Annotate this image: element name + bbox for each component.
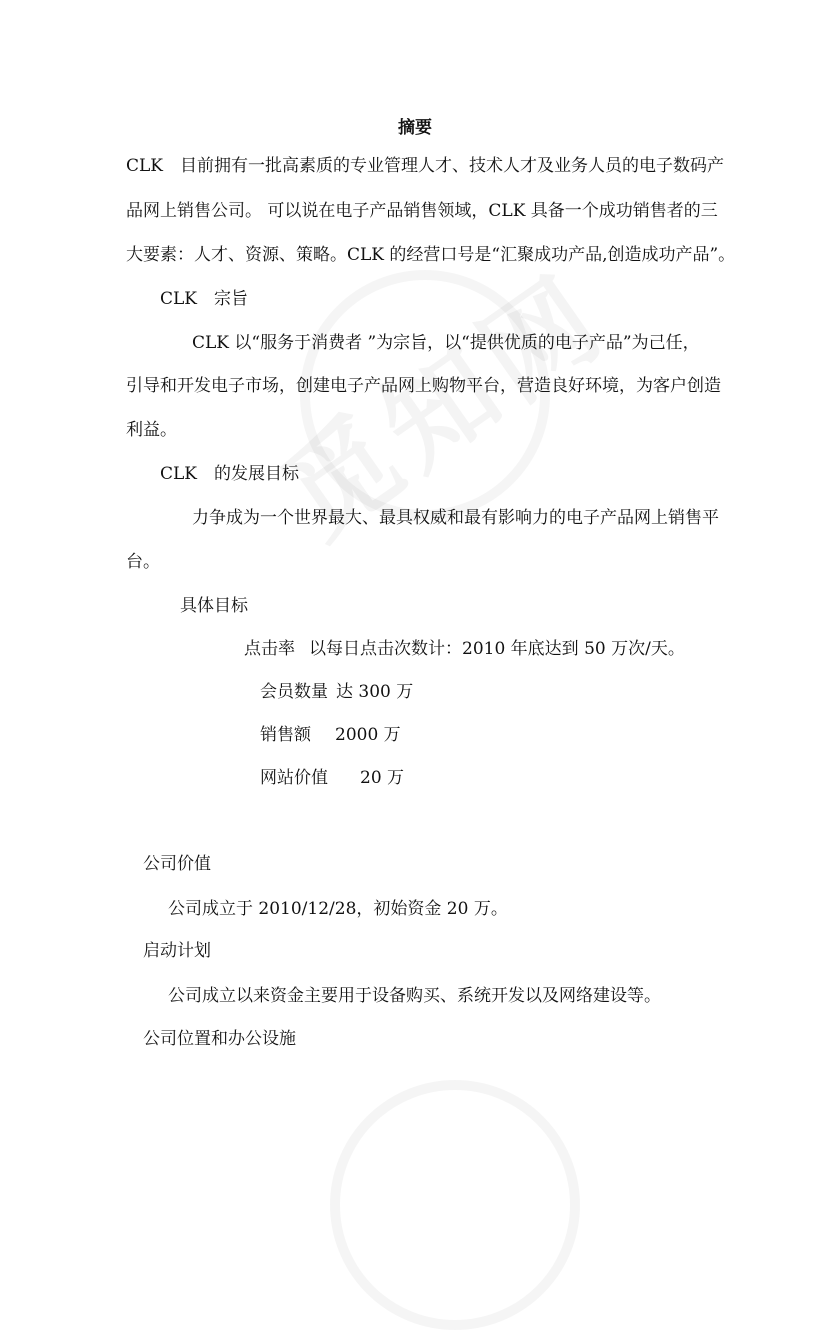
goal-line-2: 台。	[126, 552, 160, 572]
intro-line-3: 大要素：人才、资源、策略。CLK 的经营口号是“汇聚成功产品,创造成功产品”。	[126, 245, 736, 265]
specific-item-value: 达 300 万	[336, 682, 414, 702]
goal-heading: CLK 的发展目标	[160, 464, 299, 484]
intro-line-2: 品网上销售公司。 可以说在电子产品销售领域，CLK 具备一个成功销售者的三	[126, 201, 718, 221]
specific-item-click-rate	[244, 638, 685, 660]
startup-heading: 启动计划	[143, 941, 211, 961]
purpose-line-1: CLK 以“服务于消费者 ”为宗旨，以“提供优质的电子产品”为己任，	[192, 333, 700, 353]
intro-line-1: CLK 目前拥有一批高素质的专业管理人才、技术人才及业务人员的电子数码产	[126, 156, 724, 176]
location-heading: 公司位置和办公设施	[143, 1029, 296, 1049]
page-title: 摘要	[398, 118, 432, 138]
purpose-line-3: 利益。	[126, 420, 177, 440]
specific-item-value: 以每日点击次数计：2010 年底达到 50 万次/天。	[309, 639, 685, 659]
specific-heading: 具体目标	[180, 596, 248, 616]
specific-item-sales	[260, 724, 401, 746]
specific-item-label: 销售额	[260, 725, 311, 745]
company-value-body: 公司成立于 2010/12/28，初始资金 20 万。	[168, 899, 508, 919]
specific-item-value: 2000 万	[335, 725, 401, 745]
purpose-heading: CLK 宗旨	[160, 289, 248, 309]
startup-body: 公司成立以来资金主要用于设备购买、系统开发以及网络建设等。	[168, 986, 661, 1006]
specific-item-label: 点击率	[244, 639, 295, 659]
specific-item-members	[260, 681, 413, 703]
specific-item-site-value	[260, 767, 404, 789]
watermark-circle-bottom	[330, 1080, 580, 1330]
specific-item-label: 网站价值	[260, 768, 328, 788]
purpose-line-2: 引导和开发电子市场，创建电子产品网上购物平台，营造良好环境，为客户创造	[126, 376, 721, 396]
specific-item-label: 会员数量	[260, 682, 328, 702]
specific-item-value: 20 万	[360, 768, 405, 788]
goal-line-1: 力争成为一个世界最大、最具权威和最有影响力的电子产品网上销售平	[192, 508, 719, 528]
company-value-heading: 公司价值	[143, 854, 211, 874]
